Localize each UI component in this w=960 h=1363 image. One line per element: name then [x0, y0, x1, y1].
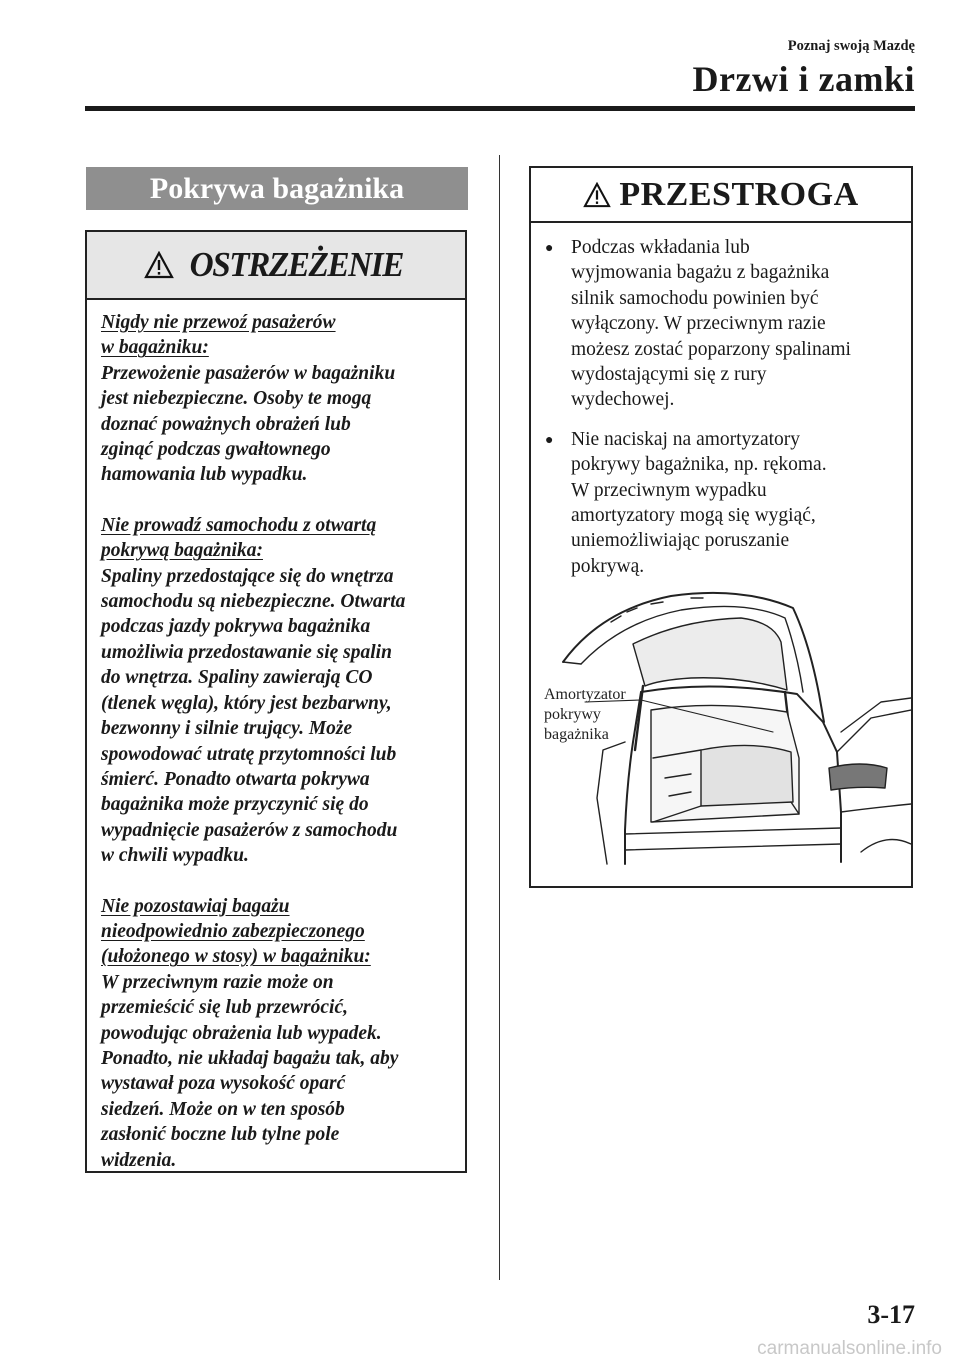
header-rule	[85, 106, 915, 111]
warning-label: OSTRZEŻENIE	[189, 245, 403, 284]
illustration-label: Amortyzator pokrywy bagażnika	[544, 686, 626, 743]
warning-item-text: Spaliny przedostające się do wnętrza samochodu są niebezpieczne. Otwarta podczas jazdy pokrywa bagażnika umożliwia przedostawanie się spalin do wnętrza. Spaliny zawierają CO (tlenek węgla), który jest bezbarwny, bezwonny i silnie trujący. Może spowodować utratę przytomności lub śmierć. Ponadto otwarta pokrywa bagażnika może przyczynić się do wypadnięcie pasażerów z samochodu w chwili wypadku.	[101, 565, 406, 867]
warning-item-heading: Nie prowadź samochodu z otwartą pokrywą bagażnika:	[101, 514, 377, 562]
caution-bullet	[545, 235, 897, 413]
warning-item	[101, 894, 451, 1173]
warning-item-heading: Nigdy nie przewoź pasażerów w bagażniku:	[101, 312, 336, 359]
caution-body	[531, 223, 911, 579]
caution-bullet-text: Podczas wkładania lub wyjmowania bagażu z bagażnika silnik samochodu powinien być wyłączony. W przeciwnym razie możesz zostać poparzony spalinami wydostającymi się z rury wydechowej.	[571, 237, 851, 411]
caution-label: PRZESTROGA	[619, 175, 859, 213]
warning-box	[85, 230, 467, 1173]
warning-item-text: W przeciwnym razie może on przemieścić się lub przewrócić, powodując obrażenia lub wypadek. Ponadto, nie układaj bagażu tak, aby wystawał poza wysokość oparć siedzeń. Może on w ten sposób zasłonić boczne lub tylne pole widzenia.	[101, 971, 399, 1171]
header-title: Drzwi i zamki	[692, 59, 915, 99]
warning-header	[87, 232, 465, 300]
warning-item-text: Przewożenie pasażerów w bagażniku jest niebezpieczne. Osoby te mogą doznać poważnych obrażeń lub zginąć podczas gwałtownego hamowania lub wypadku.	[101, 362, 396, 486]
bullet-dot-icon: ●	[545, 241, 554, 256]
page-number: 3-17	[867, 1300, 915, 1329]
caution-bullet	[545, 427, 897, 579]
header-subtitle: Poznaj swoją Mazdę	[787, 38, 915, 54]
bullet-dot-icon: ●	[545, 432, 554, 448]
warning-item	[101, 513, 451, 869]
caution-header	[531, 168, 911, 223]
warning-body	[87, 300, 465, 1173]
warning-item-heading: Nie pozostawiaj bagażu nieodpowiednio zabezpieczonego (ułożonego w stosy) w bagażniku:	[101, 895, 371, 968]
column-divider	[499, 155, 500, 1280]
caution-bullet-text: Nie naciskaj na amortyzatory pokrywy bagażnika, np. rękoma. W przeciwnym wypadku amortyzatory mogą się wygiąć, uniemożliwiając poruszanie pokrywą.	[571, 428, 827, 577]
warning-triangle-icon	[144, 251, 174, 279]
caution-triangle-icon	[583, 182, 611, 208]
warning-item	[101, 310, 451, 488]
watermark: carmanualsonline.info	[757, 1338, 942, 1359]
section-title: Pokrywa bagażnika	[86, 167, 468, 210]
